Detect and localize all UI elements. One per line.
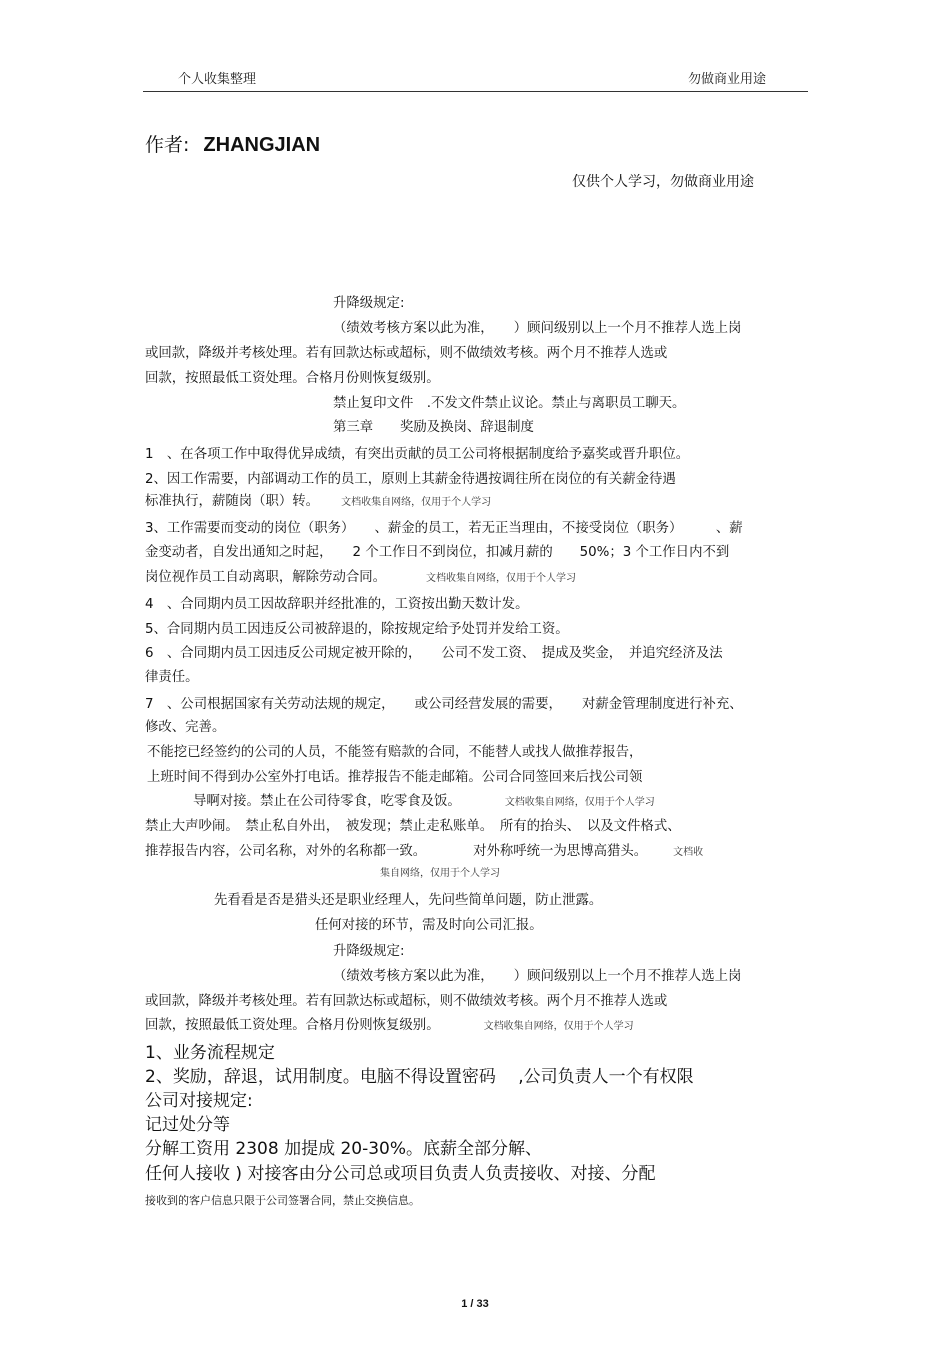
body-line [145,1019,634,1032]
body-text: 推荐报告内容，公司名称，对外的名称都一致。 对外称呼统一为思博高猎头。 [145,844,648,859]
body-text: 标准执行，薪随岗（职）转。 [145,494,320,509]
body-line: 禁止大声吵闹。 禁止私自外出， 被发现；禁止走私账单。 所有的抬头、 以及文件格式、 [145,819,681,834]
body-line: 5、合同期内员工因违反公司被辞退的，除按规定给予处罚并发给工资。 [145,622,569,637]
rule-line: 分解工资用 2308 加提成 20-30%。底薪全部分解、 [145,1139,543,1159]
body-line: 任何对接的环节，需及时向公司汇报。 [315,918,543,933]
header-rule [143,91,808,92]
rule-line: 记过处分等 [145,1115,230,1135]
rule-line: 公司对接规定: [145,1091,253,1111]
disclaimer: 仅供个人学习，勿做商业用途 [572,174,754,190]
body-line: 或回款，降级并考核处理。若有回款达标或超标，则不做绩效考核。两个月不推荐人选或 [145,994,668,1009]
body-line: 上班时间不得到办公室外打电话。推荐报告不能走邮箱。公司合同签回来后找公司领 [147,770,643,785]
source-note: 文档收集自网络，仅用于个人学习 [426,573,577,584]
body-text: 导啊对接。禁止在公司待零食，吃零食及饭。 [193,794,461,809]
author-name: ZHANGJIAN [203,134,321,156]
body-text: 岗位视作员工自动离职，解除劳动合同。 [145,570,387,585]
body-line: 升降级规定: [333,296,405,311]
rule-line: 1、业务流程规定 [145,1043,275,1063]
body-line: 4 、合同期内员工因故辞职并经批准的，工资按出勤天数计发。 [145,597,529,612]
body-line: （绩效考核方案以此为准， ）顾问级别以上一个月不推荐人选上岗 [333,969,742,984]
page-number: 1 / 33 [461,1298,489,1310]
body-line: 1 、在各项工作中取得优异成绩，有突出贡献的员工公司将根据制度给予嘉奖或晋升职位。 [145,447,690,462]
header-left: 个人收集整理 [178,72,257,87]
chapter-heading: 第三章 奖励及换岗、辞退制度 [333,420,534,435]
source-note: 文档收集自网络，仅用于个人学习 [483,1021,634,1032]
body-line: 或回款，降级并考核处理。若有回款达标或超标，则不做绩效考核。两个月不推荐人选或 [145,346,668,361]
rule-line: 任何人接收 ) 对接客由分公司总或项目负责人负责接收、对接、分配 [145,1164,656,1184]
body-line: 金变动者，自发出通知之时起， 2 个工作日不到岗位，扣减月薪的 50%；3 个工作日内不到 [145,545,730,560]
body-line [193,795,655,808]
source-note: 集自网络，仅用于个人学习 [380,868,500,879]
rule-line: 2、奖励，辞退，试用制度。电脑不得设置密码 ,公司负责人一个有权限 [145,1067,694,1087]
body-line: 修改、完善。 [145,720,226,735]
body-line: 6 、合同期内员工因违反公司规定被开除的， 公司不发工资、 提成及奖金， 并追究经济及法 [145,646,723,661]
author-line [145,130,320,157]
body-text: 回款，按照最低工资处理。合格月份则恢复级别。 [145,1018,440,1033]
body-line: （绩效考核方案以此为准， ）顾问级别以上一个月不推荐人选上岗 [333,321,742,336]
footnote: 接收到的客户信息只限于公司签署合同，禁止交换信息。 [145,1194,420,1207]
header-right: 勿做商业用途 [688,72,767,87]
body-line: 律责任。 [145,670,199,685]
body-line [145,495,491,508]
body-line: 先看看是否是猎头还是职业经理人，先问些简单问题，防止泄露。 [214,893,603,908]
body-line: 升降级规定: [333,944,405,959]
body-line: 回款，按照最低工资处理。合格月份则恢复级别。 [145,371,440,386]
body-line [145,845,703,858]
source-note: 文档收集自网络，仅用于个人学习 [504,797,655,808]
body-line: 2、因工作需要，内部调动工作的员工，原则上其薪金待遇按调往所在岗位的有关薪金待遇 [145,472,676,487]
body-line: 7 、公司根据国家有关劳动法规的规定， 或公司经营发展的需要， 对薪金管理制度进行补充、 [145,697,743,712]
author-label: 作者: [145,134,190,156]
body-line: 不能挖已经签约的公司的人员，不能签有赔款的合同，不能替人或找人做推荐报告， [147,745,643,760]
body-line: 禁止复印文件 .不发文件禁止议论。禁止与离职员工聊天。 [333,396,686,411]
body-line [145,571,576,584]
source-note: 文档收集自网络，仅用于个人学习 [341,497,492,508]
body-line: 3、工作需要而变动的岗位（职务） 、薪金的员工，若无正当理由，不接受岗位（职务） 、薪 [145,521,743,536]
source-note: 文档收 [673,847,704,858]
